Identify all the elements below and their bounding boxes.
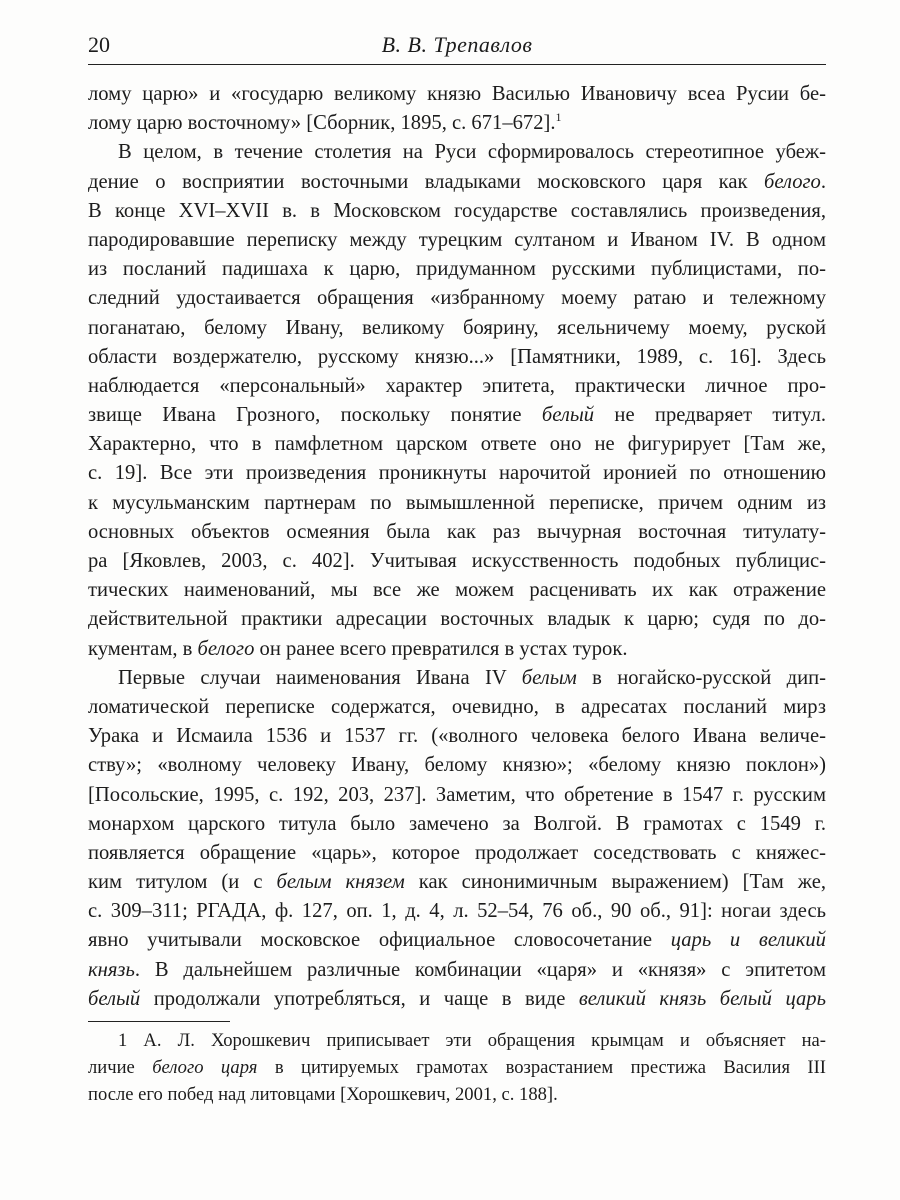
text-segment: наблюдается «персональный» характер эпитета, практически личное про- <box>88 374 826 397</box>
text-line <box>88 956 826 985</box>
footnote-line <box>88 1054 826 1081</box>
text-segment: он ранее всего превратился в устах турок. <box>254 637 628 660</box>
text-segment: к мусульманским партнерам по вымышленной переписке, причем одним из <box>88 491 826 514</box>
text-segment: Первые случаи наименования Ивана IV <box>118 666 522 689</box>
text-line <box>88 810 826 839</box>
text-line <box>88 343 826 372</box>
text-segment: . <box>820 170 826 193</box>
text-line <box>88 80 826 109</box>
text-segment: ра [Яковлев, 2003, с. 402]. Учитывая искусственность подобных публицис- <box>88 550 826 572</box>
text-segment: действительной практики адресации восточных владык к царю; судя по до- <box>88 608 826 631</box>
text-segment: области воздержателю, русскому князю...» [Памятники, 1989, с. 16]. Здесь <box>88 345 826 368</box>
text-segment: Характерно, что в памфлетном царском ответе оно не фигурирует [Там же, <box>88 433 826 456</box>
text-segment: 1 А. Л. Хорошкевич приписывает эти обращения крымцам и объясняет на- <box>118 1030 826 1051</box>
text-segment: . В дальнейшем различные комбинации «царя» и «князя» с эпитетом <box>134 958 826 981</box>
text-line <box>88 314 826 343</box>
italic-text: князь <box>88 958 135 981</box>
header-rule <box>88 64 826 65</box>
text-segment: основных объектов осмеяния была как раз вычурная восточная титулату- <box>88 520 826 543</box>
text-line <box>88 839 826 868</box>
text-segment: ству»; «волному человеку Ивану, белому князю»; «белому князю поклон») <box>88 754 826 777</box>
text-line <box>88 430 826 459</box>
italic-text: белого <box>763 170 821 193</box>
text-segment: кументам, в <box>88 637 198 660</box>
text-segment: не предваряет титул. <box>594 404 826 427</box>
text-line <box>88 868 826 897</box>
text-segment: тических наименований, мы все же можем расценивать их как отражение <box>88 579 826 602</box>
footnote-marker: 1 <box>555 110 562 125</box>
text-segment: В конце XVI–XVII в. в Московском государстве составлялись произведения, <box>88 199 826 222</box>
text-segment: из посланий падишаха к царю, придуманном русскими публицистами, по- <box>88 258 826 281</box>
text-line <box>88 605 826 634</box>
text-line <box>88 751 826 780</box>
text-line <box>88 226 826 255</box>
text-line <box>88 722 826 751</box>
text-segment: лому царю восточному» [Сборник, 1895, с. 671–672]. <box>88 112 556 135</box>
italic-text: белого царя <box>152 1057 258 1078</box>
footnote-line <box>88 1081 826 1108</box>
text-segment: в ногайско-русской дип- <box>576 666 827 689</box>
text-segment: продолжали употребляться, и чаще в виде <box>140 987 579 1010</box>
text-line <box>88 635 826 664</box>
text-line <box>88 897 826 926</box>
text-segment: после его побед над литовцами [Хорошкевич, 2001, с. 188]. <box>88 1084 558 1105</box>
text-line <box>88 197 826 226</box>
italic-text: белый <box>541 404 595 427</box>
text-line <box>88 138 826 167</box>
footnote-line <box>88 1027 826 1054</box>
text-line <box>88 547 826 576</box>
text-line <box>88 664 826 693</box>
text-segment: поганатаю, белому Ивану, великому боярину, ясельничему моему, руской <box>88 316 826 339</box>
text-segment: явно учитывали московское официальное словосочетание <box>88 929 671 952</box>
page-number: 20 <box>88 32 110 57</box>
text-segment: появляется обращение «царь», которое продолжает соседствовать с княжес- <box>88 841 826 864</box>
text-line <box>88 926 826 955</box>
running-head-author: В. В. Трепавлов <box>381 32 533 57</box>
footnote <box>88 1027 826 1108</box>
text-line <box>88 518 826 547</box>
text-segment: ломатической переписке содержатся, очевидно, в адресатах посланий мирз <box>88 695 826 718</box>
text-segment: монархом царского титула было замечено за Волгой. В грамотах с 1549 г. <box>88 812 826 835</box>
italic-text: великий князь белый царь <box>578 987 826 1010</box>
italic-text: белым <box>521 666 577 689</box>
text-line <box>88 985 826 1014</box>
main-text <box>88 80 826 1014</box>
text-line <box>88 693 826 722</box>
text-segment: как синонимичным выражением) [Там же, <box>404 871 826 894</box>
text-segment: [Посольские, 1995, с. 192, 203, 237]. Заметим, что обретение в 1547 г. русским <box>88 783 826 806</box>
text-segment: личие <box>88 1057 153 1078</box>
text-segment: лому царю» и «государю великому князю Василью Ивановичу всеа Русии бе- <box>88 83 826 105</box>
text-segment: звище Ивана Грозного, поскольку понятие <box>88 404 542 427</box>
text-line <box>88 489 826 518</box>
text-line <box>88 781 826 810</box>
text-line <box>88 576 826 605</box>
text-line <box>88 255 826 284</box>
text-line <box>88 459 826 488</box>
text-segment: следний удостаивается обращения «избранному моему ратаю и тележному <box>88 287 826 310</box>
text-line <box>88 109 826 138</box>
text-line <box>88 372 826 401</box>
text-segment: В целом, в течение столетия на Руси сформировалось стереотипное убеж- <box>118 141 826 164</box>
text-line <box>88 284 826 313</box>
text-segment: дение о восприятии восточными владыками московского царя как <box>88 170 764 193</box>
italic-text: царь и великий <box>670 929 826 952</box>
footnote-rule <box>88 1021 230 1022</box>
text-segment: Урака и Исмаила 1536 и 1537 гг. («волного человека белого Ивана величе- <box>88 725 826 748</box>
text-segment: пародировавшие переписку между турецким султаном и Иваном IV. В одном <box>88 228 826 251</box>
text-line <box>88 168 826 197</box>
text-segment: ким титулом (и с <box>88 871 277 894</box>
italic-text: белого <box>197 637 255 660</box>
text-segment: с. 309–311; РГАДА, ф. 127, оп. 1, д. 4, л. 52–54, 76 об., 90 об., 91]: ногаи здесь <box>88 900 826 923</box>
text-line <box>88 401 826 430</box>
italic-text: белым князем <box>276 871 405 894</box>
text-segment: в цитируемых грамотах возрастанием престижа Василия III <box>257 1057 826 1078</box>
text-segment: с. 19]. Все эти произведения проникнуты нарочитой иронией по отношению <box>88 462 826 485</box>
italic-text: белый <box>88 987 141 1010</box>
page-header <box>88 32 826 66</box>
